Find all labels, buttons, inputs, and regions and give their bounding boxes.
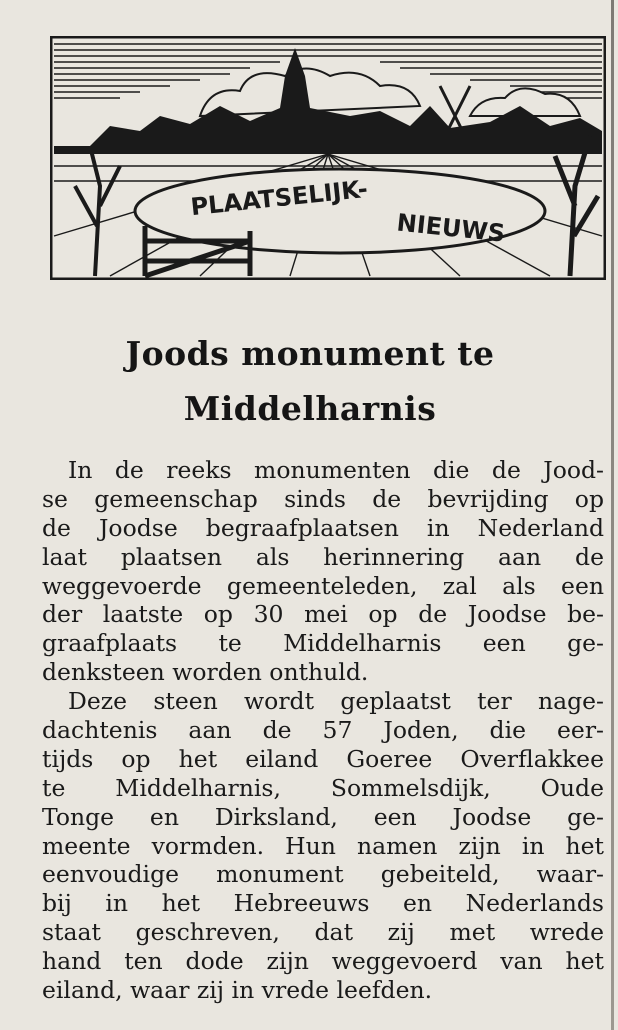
- text-line: tijds op het eiland Goeree Overflakkee: [42, 744, 604, 773]
- text-line: de Joodse begraafplaatsen in Nederland: [42, 513, 604, 542]
- text-line: graafplaats te Middelharnis een ge-: [42, 629, 604, 658]
- headline-line2: Middelharnis: [183, 389, 437, 428]
- text-line: denksteen worden onthuld.: [42, 658, 369, 687]
- masthead-line1: PLAATSELIJK-: [189, 174, 370, 222]
- paragraph-2: [42, 687, 604, 1005]
- text-line: meente vormden. Hun namen zijn in het: [42, 831, 604, 860]
- text-line: eiland, waar zij in vrede leefden.: [42, 976, 433, 1005]
- text-line: bij in het Hebreeuws en Nederlands: [42, 889, 604, 918]
- text-line: dachtenis aan de 57 Joden, die eer-: [42, 716, 604, 745]
- column-rule: [611, 0, 614, 1030]
- text-line: staat geschreven, dat zij met wrede: [42, 918, 604, 947]
- text-line: weggevoerde gemeenteleden, zal als een: [42, 571, 604, 600]
- text-line: te Middelharnis, Sommelsdijk, Oude: [42, 773, 604, 802]
- text-line: se gemeenschap sinds de bevrijding op: [42, 484, 604, 513]
- headline-line1: Joods monument te: [125, 334, 495, 373]
- text-line: Deze steen wordt geplaatst ter nage-: [68, 687, 604, 716]
- text-line: eenvoudige monument gebeiteld, waar-: [42, 860, 604, 889]
- masthead-illustration: [50, 36, 606, 280]
- paragraph-1: [42, 456, 604, 687]
- text-line: Tonge en Dirksland, een Joodse ge-: [42, 802, 604, 831]
- article-body: [42, 456, 604, 1005]
- text-line: der laatste op 30 mei op de Joodse be-: [42, 600, 604, 629]
- text-line: laat plaatsen als herinnering aan de: [42, 542, 604, 571]
- masthead-line2: NIEUWS: [395, 208, 507, 248]
- text-line: In de reeks monumenten die de Jood-: [68, 456, 604, 484]
- text-line: hand ten dode zijn weggevoerd van het: [42, 947, 604, 976]
